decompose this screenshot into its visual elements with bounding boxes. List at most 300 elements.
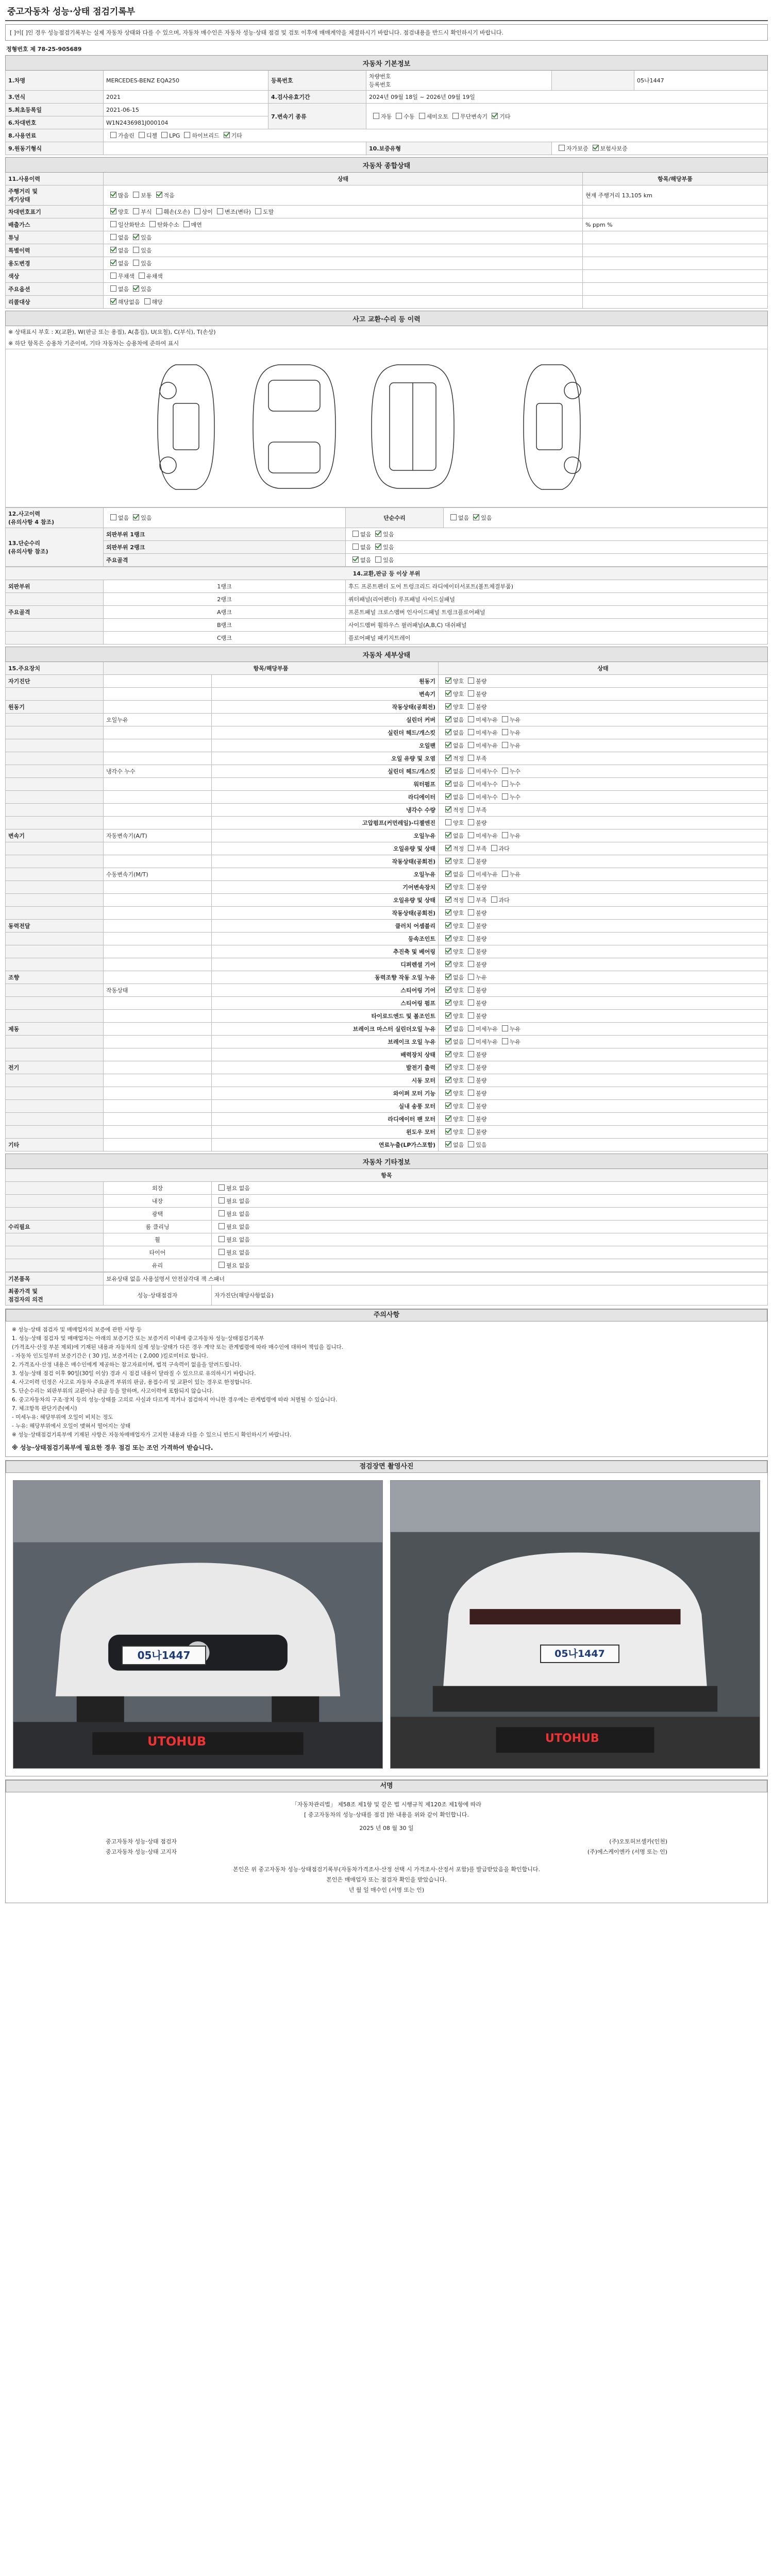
- warranty-options: 자가보증 보험사보증: [552, 142, 768, 155]
- label-year: 3.연식: [6, 91, 104, 104]
- other-row: [6, 1208, 768, 1221]
- checkbox[interactable]: [110, 208, 116, 214]
- checkbox-accident-exists[interactable]: [133, 514, 139, 520]
- checkbox[interactable]: [468, 1038, 474, 1044]
- detail-sub: [104, 1023, 212, 1036]
- checkbox[interactable]: [468, 935, 474, 941]
- checkbox[interactable]: [468, 819, 474, 825]
- checkbox[interactable]: [144, 298, 150, 304]
- checkbox[interactable]: [445, 677, 451, 684]
- note-line: - 미세누유: 해당부위에 오일이 비치는 정도: [12, 1414, 113, 1420]
- checkbox[interactable]: [468, 768, 474, 774]
- checkbox[interactable]: [139, 273, 145, 279]
- other-item: 내장: [104, 1195, 212, 1208]
- general-label: 용도변경: [6, 257, 104, 270]
- other-item: 휠: [104, 1233, 212, 1246]
- detail-sub: [104, 701, 212, 714]
- checkbox[interactable]: [468, 999, 474, 1006]
- label-main-frame: 주요골격: [104, 554, 346, 567]
- checkbox[interactable]: [445, 935, 451, 941]
- detail-state: 없음 누유: [439, 971, 768, 984]
- exchange-row: [6, 619, 768, 632]
- exchange-group: 외판부위: [6, 580, 104, 593]
- checkbox[interactable]: [468, 896, 474, 903]
- exchange-items: 플로어패널 패키지트레이: [346, 632, 768, 645]
- checkbox[interactable]: [445, 909, 451, 916]
- detail-sub: 작동상태: [104, 984, 212, 997]
- detail-group: 원동기: [6, 701, 104, 714]
- accident-table: [5, 311, 768, 507]
- general-parts: [583, 231, 768, 244]
- checkbox[interactable]: [133, 285, 139, 292]
- checkbox[interactable]: [445, 729, 451, 735]
- exchange-rank: A랭크: [104, 606, 346, 619]
- checkbox[interactable]: [502, 1025, 508, 1031]
- detail-group: [6, 726, 104, 739]
- checkbox[interactable]: [445, 1051, 451, 1057]
- detail-state: 없음 미세누유 누유: [439, 1036, 768, 1048]
- detail-row: [6, 829, 768, 842]
- checkbox[interactable]: [445, 999, 451, 1006]
- checkbox[interactable]: [468, 690, 474, 697]
- detail-group: [6, 1113, 104, 1126]
- other-title: 자동차 기타정보: [6, 1154, 768, 1169]
- other-group: [6, 1246, 104, 1259]
- general-head-history: 11.사용이력: [6, 173, 104, 185]
- checkbox[interactable]: [445, 1128, 451, 1134]
- detail-state: 양호 불량: [439, 997, 768, 1010]
- checkbox[interactable]: [468, 703, 474, 709]
- checkbox[interactable]: [468, 742, 474, 748]
- checkbox[interactable]: [468, 1012, 474, 1019]
- checkbox[interactable]: [445, 987, 451, 993]
- sign-title: 서명: [6, 1780, 767, 1792]
- general-row: [6, 283, 768, 296]
- fuel-options: 가솔린 디젤 LPG 하이브리드 기타: [104, 129, 768, 142]
- general-options: 없음 있음: [104, 231, 583, 244]
- detail-state: 양호 불량: [439, 1087, 768, 1100]
- detail-row: [6, 842, 768, 855]
- detail-row: [6, 894, 768, 907]
- photo-row: [6, 1473, 767, 1776]
- checkbox[interactable]: [445, 974, 451, 980]
- checkbox[interactable]: [133, 234, 139, 240]
- checkbox[interactable]: [445, 768, 451, 774]
- checkbox[interactable]: [445, 806, 451, 812]
- exchange-items: 프론트패널 크로스멤버 인사이드패널 트렁크플로어패널: [346, 606, 768, 619]
- detail-group: [6, 1010, 104, 1023]
- general-label: 차대번호표기: [6, 206, 104, 218]
- checkbox[interactable]: [445, 781, 451, 787]
- detail-sub: [104, 688, 212, 701]
- detail-row: [6, 920, 768, 933]
- checkbox[interactable]: [491, 896, 497, 903]
- detail-sub: [104, 791, 212, 804]
- checkbox[interactable]: [184, 132, 190, 138]
- exchange-items: 후드 프론트펜더 도어 트렁크리드 라디에이터서포트(볼트체결부품): [346, 580, 768, 593]
- checkbox[interactable]: [468, 781, 474, 787]
- checkbox[interactable]: [502, 742, 508, 748]
- detail-group: [6, 817, 104, 829]
- label-warranty: 10.보증유형: [366, 142, 552, 155]
- checkbox[interactable]: [396, 113, 402, 119]
- detail-sub: [104, 907, 212, 920]
- checkbox[interactable]: [445, 1025, 451, 1031]
- exchange-group: [6, 632, 104, 645]
- other-row: [6, 1246, 768, 1259]
- checkbox[interactable]: [468, 974, 474, 980]
- general-parts: [583, 206, 768, 218]
- checkbox[interactable]: [468, 806, 474, 812]
- detail-row: [6, 1087, 768, 1100]
- checkbox[interactable]: [149, 221, 156, 227]
- checkbox[interactable]: [445, 1038, 451, 1044]
- note-line: 3. 성능·상태 점검 이후 90일(30일 이상) 경과 시 점검 내용이 달라질 수 있으므로 유의하시기 바랍니다.: [12, 1370, 256, 1377]
- other-group: 수리필요: [6, 1221, 104, 1233]
- detail-group: [6, 1074, 104, 1087]
- detail-sub: [104, 997, 212, 1010]
- general-label: 리콜대상: [6, 296, 104, 309]
- checkbox[interactable]: [373, 113, 379, 119]
- checkbox[interactable]: [224, 132, 230, 138]
- detail-sub: [104, 920, 212, 933]
- general-row: [6, 257, 768, 270]
- checkbox[interactable]: [110, 285, 116, 292]
- other-row: [6, 1259, 768, 1272]
- other-state: 필요 없음: [212, 1233, 768, 1246]
- checkbox[interactable]: [468, 716, 474, 722]
- checkbox[interactable]: [217, 208, 223, 214]
- checkbox-repair-exists[interactable]: [473, 514, 479, 520]
- checkbox[interactable]: [445, 793, 451, 800]
- general-state-table: [5, 157, 768, 309]
- checkbox[interactable]: [133, 192, 139, 198]
- detail-row: [6, 997, 768, 1010]
- detail-group: 전기: [6, 1061, 104, 1074]
- detail-head-parts: 항목/해당부품: [104, 662, 439, 675]
- checkbox[interactable]: [419, 113, 425, 119]
- checkbox[interactable]: [445, 1012, 451, 1019]
- checkbox[interactable]: [110, 260, 116, 266]
- general-parts: [583, 257, 768, 270]
- detail-state: 없음 미세누유 누유: [439, 714, 768, 726]
- other-group: [6, 1195, 104, 1208]
- checkbox[interactable]: [110, 234, 116, 240]
- checkbox[interactable]: [445, 871, 451, 877]
- checkbox[interactable]: [502, 793, 508, 800]
- checkbox[interactable]: [468, 1077, 474, 1083]
- checkbox[interactable]: [445, 832, 451, 838]
- detail-sub: [104, 1074, 212, 1087]
- inspection-record: [5, 0, 768, 1903]
- sign-section: [5, 1780, 768, 1903]
- other-item: 룸 클리닝: [104, 1221, 212, 1233]
- label-reg: 등록번호: [268, 71, 366, 91]
- checkbox[interactable]: [502, 716, 508, 722]
- detail-sub: [104, 958, 212, 971]
- general-label: 주요옵션: [6, 283, 104, 296]
- checkbox[interactable]: [468, 755, 474, 761]
- detail-state: 양호 불량: [439, 984, 768, 997]
- accident-history-table: [5, 507, 768, 567]
- checkbox[interactable]: [445, 1103, 451, 1109]
- checkbox[interactable]: [445, 716, 451, 722]
- detail-state: 양호 불량: [439, 675, 768, 688]
- checkbox[interactable]: [110, 247, 116, 253]
- other-state: 필요 없음: [212, 1221, 768, 1233]
- checkbox[interactable]: [255, 208, 261, 214]
- exchange-table: [5, 567, 768, 645]
- detail-sub: [104, 1113, 212, 1126]
- detail-sub: [104, 726, 212, 739]
- detail-item: 와이퍼 모터 기능: [212, 1087, 439, 1100]
- rank2-options: 없음 있음: [346, 541, 768, 554]
- label-simple-repair: 단순수리: [346, 508, 444, 528]
- detail-state: 양호 불량: [439, 1074, 768, 1087]
- detail-item: 배력장치 상태: [212, 1048, 439, 1061]
- exchange-items: 사이드멤버 휠하우스 필러패널(A,B,C) 대쉬패널: [346, 619, 768, 632]
- checkbox[interactable]: [468, 1141, 474, 1147]
- checkbox[interactable]: [161, 132, 167, 138]
- checkbox[interactable]: [468, 987, 474, 993]
- detail-group: [6, 933, 104, 945]
- detail-group: 동력전달: [6, 920, 104, 933]
- general-row: [6, 244, 768, 257]
- notice-box: [ ]이[ ]인 경우 성능점검기록부는 실제 자동차 상태와 다를 수 있으며, 자동차 매수인은 자동차 성능·상태 점검 및 검토 이후에 매매계약을 체결하시기 바랍니다. 점검내용을 반드시 확인하시기 바랍니다.: [5, 24, 768, 41]
- checkbox-repair-none[interactable]: [450, 514, 457, 520]
- checkbox[interactable]: [502, 768, 508, 774]
- other-item: 유리: [104, 1259, 212, 1272]
- general-parts: [583, 270, 768, 283]
- label-inspection-period: 4.검사유효기간: [268, 91, 366, 104]
- checkbox-accident-none[interactable]: [110, 514, 116, 520]
- detail-state: 양호 불량: [439, 920, 768, 933]
- detail-item: 작동상태(공회전): [212, 855, 439, 868]
- checkbox[interactable]: [502, 1038, 508, 1044]
- checkbox[interactable]: [445, 896, 451, 903]
- general-row: [6, 218, 768, 231]
- detail-row: [6, 765, 768, 778]
- checkbox[interactable]: [468, 858, 474, 864]
- detail-state: 양호 불량: [439, 1126, 768, 1139]
- reg-label: 차량번호 등록번호: [366, 71, 552, 91]
- checkbox[interactable]: [502, 871, 508, 877]
- checkbox[interactable]: [110, 298, 116, 304]
- checkbox[interactable]: [133, 208, 139, 214]
- general-row: [6, 206, 768, 218]
- detail-sub: [104, 817, 212, 829]
- checkbox[interactable]: [445, 884, 451, 890]
- note-line: 6. 중고자동차의 구조·장치 등의 성능·상태를 고의로 사실과 다르게 적거나 점검하지 아니한 경우에는 관계법령에 따라 처벌될 수 있습니다.: [12, 1397, 338, 1403]
- checkbox[interactable]: [445, 845, 451, 851]
- checkbox[interactable]: [183, 221, 190, 227]
- exchange-group: 주요골격: [6, 606, 104, 619]
- detail-item: 실린더 헤드/개스킷: [212, 726, 439, 739]
- detail-row: [6, 907, 768, 920]
- detail-state: 적정 부족: [439, 804, 768, 817]
- checkbox[interactable]: [445, 961, 451, 967]
- note-line: 1. 성능·상태 점검자 및 매매업자는 아래의 보증기간 또는 보증거리 이내에 중고자동차 성능·상태점검기록부: [12, 1335, 264, 1342]
- other-row: [6, 1233, 768, 1246]
- detail-sub: [104, 1036, 212, 1048]
- checkbox[interactable]: [468, 1128, 474, 1134]
- checkbox[interactable]: [468, 1051, 474, 1057]
- detail-state: 양호 불량: [439, 1061, 768, 1074]
- detail-item: 타이로드엔드 및 볼조인트: [212, 1010, 439, 1023]
- checkbox[interactable]: [502, 781, 508, 787]
- general-parts: % ppm %: [583, 218, 768, 231]
- checkbox[interactable]: [445, 858, 451, 864]
- checkbox[interactable]: [468, 961, 474, 967]
- detail-sub: [104, 933, 212, 945]
- other-sub: 항목: [6, 1169, 768, 1182]
- general-label: 주행거리 및 계기상태: [6, 185, 104, 206]
- label-exterior-rank2: 외판부위 2랭크: [104, 541, 346, 554]
- checkbox[interactable]: [133, 260, 139, 266]
- checkbox[interactable]: [194, 208, 200, 214]
- label-engine: 9.원동기형식: [6, 142, 104, 155]
- detail-item: 스티어링 펌프: [212, 997, 439, 1010]
- checkbox[interactable]: [110, 132, 116, 138]
- checkbox[interactable]: [593, 145, 599, 151]
- checkbox[interactable]: [468, 1064, 474, 1070]
- checkbox[interactable]: [468, 922, 474, 928]
- checkbox[interactable]: [468, 909, 474, 916]
- form-number: 정형번호 제 78-25-905689: [6, 46, 82, 53]
- detail-sub: [104, 971, 212, 984]
- detail-row: [6, 726, 768, 739]
- basic-info-title: 자동차 기본정보: [6, 56, 768, 71]
- detail-item: 스티어링 기어: [212, 984, 439, 997]
- detail-sub: [104, 881, 212, 894]
- notes-body: [6, 1321, 767, 1444]
- checkbox[interactable]: [445, 1077, 451, 1083]
- detail-row: [6, 855, 768, 868]
- general-options: 없음 있음: [104, 257, 583, 270]
- checkbox[interactable]: [156, 192, 162, 198]
- checkbox[interactable]: [445, 922, 451, 928]
- checkbox[interactable]: [468, 948, 474, 954]
- label-basic-items: 기본품목: [6, 1273, 104, 1285]
- notes-title: 주의사항: [6, 1309, 767, 1321]
- checkbox[interactable]: [468, 1103, 474, 1109]
- detail-item: 디퍼렌셜 기어: [212, 958, 439, 971]
- checkbox[interactable]: [445, 742, 451, 748]
- checkbox[interactable]: [492, 113, 498, 119]
- detail-group: [6, 855, 104, 868]
- checkbox[interactable]: [468, 871, 474, 877]
- detail-group: [6, 804, 104, 817]
- note-line: - 누유: 해당부위에서 오일이 맺혀서 떨어지는 상태: [12, 1423, 131, 1429]
- checkbox[interactable]: [468, 677, 474, 684]
- detail-item: 발전기 출력: [212, 1061, 439, 1074]
- checkbox[interactable]: [468, 793, 474, 800]
- year: 2021: [104, 91, 268, 104]
- other-group: [6, 1233, 104, 1246]
- checkbox[interactable]: [156, 208, 162, 214]
- checkbox[interactable]: [445, 1064, 451, 1070]
- general-parts: [583, 283, 768, 296]
- general-options: 양호 부식 훼손(오손) 상이 변조(변타) 도말: [104, 206, 583, 218]
- detail-sub: [104, 804, 212, 817]
- detail-sub: [104, 778, 212, 791]
- detail-sub: [104, 842, 212, 855]
- other-state: 필요 없음: [212, 1259, 768, 1272]
- checkbox[interactable]: [110, 273, 116, 279]
- detail-state: 없음 미세누수 누수: [439, 778, 768, 791]
- checkbox[interactable]: [491, 845, 497, 851]
- checkbox[interactable]: [468, 1090, 474, 1096]
- checkbox[interactable]: [445, 690, 451, 697]
- checkbox[interactable]: [139, 132, 145, 138]
- detail-row: [6, 739, 768, 752]
- detail-state: 없음 미세누유 누유: [439, 726, 768, 739]
- detail-row: [6, 1023, 768, 1036]
- checkbox[interactable]: [559, 145, 565, 151]
- detail-sub: 냉각수 누수: [104, 765, 212, 778]
- sign-law: 「자동차관리법」 제58조 제1항 및 같은 법 시행규칙 제120조 제1항에 따라: [291, 1801, 482, 1808]
- exchange-row: [6, 580, 768, 593]
- checkbox[interactable]: [445, 1115, 451, 1122]
- detail-state: 양호 불량: [439, 1048, 768, 1061]
- checkbox[interactable]: [452, 113, 459, 119]
- detail-state: 적정 부족 과다: [439, 894, 768, 907]
- photo-front: [13, 1480, 383, 1769]
- detail-item: 변속기: [212, 688, 439, 701]
- other-item: 광택: [104, 1208, 212, 1221]
- detail-item: 오일누유: [212, 868, 439, 881]
- checkbox[interactable]: [468, 729, 474, 735]
- checkbox[interactable]: [445, 1141, 451, 1147]
- checkbox[interactable]: [133, 247, 139, 253]
- detail-item: 오일누유: [212, 829, 439, 842]
- detail-state: 없음 미세누유 누유: [439, 739, 768, 752]
- detail-state: 양호 불량: [439, 958, 768, 971]
- detail-state: 양호 불량: [439, 907, 768, 920]
- checkbox[interactable]: [445, 703, 451, 709]
- checkbox[interactable]: [468, 1025, 474, 1031]
- other-state: 필요 없음: [212, 1208, 768, 1221]
- checkbox[interactable]: [445, 755, 451, 761]
- checkbox[interactable]: [468, 845, 474, 851]
- inspection-period: 2024년 09월 18일 ~ 2026년 09월 19일: [366, 91, 768, 104]
- detail-state: 양호 불량: [439, 1010, 768, 1023]
- checkbox[interactable]: [110, 192, 116, 198]
- general-options: 일산화탄소 탄화수소 매연: [104, 218, 583, 231]
- other-state: 필요 없음: [212, 1195, 768, 1208]
- checkbox[interactable]: [468, 884, 474, 890]
- detail-group: [6, 1087, 104, 1100]
- inspector-name: (주)오토허브셀카(인천): [609, 1838, 667, 1845]
- basic-items: 보유상태 없음 사용설명서 안전삼각대 잭 스패너: [104, 1273, 768, 1285]
- checkbox[interactable]: [502, 832, 508, 838]
- checkbox[interactable]: [468, 832, 474, 838]
- label-vin: 6.차대번호: [6, 116, 104, 129]
- checkbox[interactable]: [445, 948, 451, 954]
- detail-item: 작동상태(공회전): [212, 907, 439, 920]
- checkbox[interactable]: [445, 819, 451, 825]
- checkbox[interactable]: [468, 1115, 474, 1122]
- checkbox[interactable]: [445, 1090, 451, 1096]
- basic-info-table: [5, 55, 768, 155]
- detail-row: [6, 868, 768, 881]
- exchange-group: [6, 619, 104, 632]
- checkbox[interactable]: [502, 729, 508, 735]
- detail-row: [6, 791, 768, 804]
- other-extra-table: [5, 1272, 768, 1306]
- detail-sub: [104, 1010, 212, 1023]
- checkbox[interactable]: [110, 221, 116, 227]
